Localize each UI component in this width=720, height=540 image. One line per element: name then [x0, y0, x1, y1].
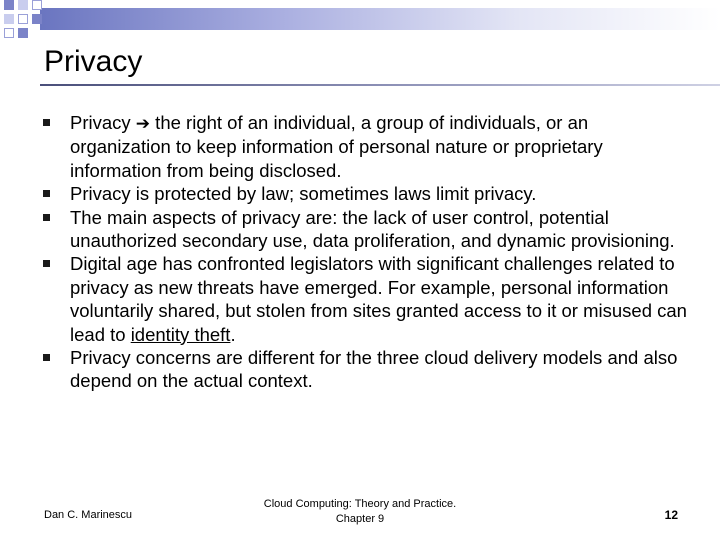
bullet-item: [40, 346, 690, 393]
page-number: 12: [664, 508, 678, 522]
bullet-text: Digital age has confronted legislators with significant challenges related to privacy as new threats have emerged. For example, personal information voluntarily shared, but stolen from sites granted access to it or misused can lead to: [70, 253, 687, 345]
header-gradient-bar: [40, 8, 720, 30]
square-bullet-icon: [43, 354, 50, 361]
square-bullet-icon: [43, 214, 50, 221]
square-bullet-icon: [43, 190, 50, 197]
decor-square: [18, 0, 28, 10]
bullet-item: [40, 206, 690, 253]
bullet-text: Privacy is protected by law; sometimes laws limit privacy.: [70, 183, 537, 205]
decor-square: [32, 0, 42, 10]
decor-square: [32, 14, 42, 24]
decor-square: [4, 0, 14, 10]
bullet-text: Privacy concerns are different for the three cloud delivery models and also depend on the actual context.: [70, 347, 678, 392]
decor-square: [4, 28, 14, 38]
bullet-text: The main aspects of privacy are: the lack of user control, potential unauthorized secondary use, data proliferation, and dynamic provisioning.: [70, 206, 675, 252]
header-decoration: [0, 0, 720, 46]
title-underline: [40, 84, 720, 86]
bullet-text: .: [230, 323, 236, 345]
bullet-list: [40, 111, 690, 393]
bullet-item: [40, 252, 690, 346]
square-bullet-icon: [43, 119, 50, 126]
footer-book: [240, 497, 480, 527]
decor-square: [4, 14, 14, 24]
square-bullet-icon: [43, 260, 50, 267]
decor-square: [18, 14, 28, 24]
bullet-text: Privacy: [70, 112, 136, 133]
bullet-text: the right of an individual, a group of individuals, or an organization to keep information of personal nature or proprietary information from being disclosed.: [70, 112, 603, 181]
arrow-right-icon: ➔: [135, 114, 151, 133]
footer-book-title: Cloud Computing: Theory and Practice.: [263, 498, 457, 510]
footer-author: Dan C. Marinescu: [44, 509, 133, 521]
identity-theft-link[interactable]: identity theft: [130, 323, 231, 345]
decor-square: [18, 28, 28, 38]
bullet-item: [40, 182, 690, 205]
slide-title: Privacy: [44, 45, 143, 78]
bullet-item: [40, 111, 690, 182]
footer-chapter: Chapter 9: [335, 513, 385, 525]
